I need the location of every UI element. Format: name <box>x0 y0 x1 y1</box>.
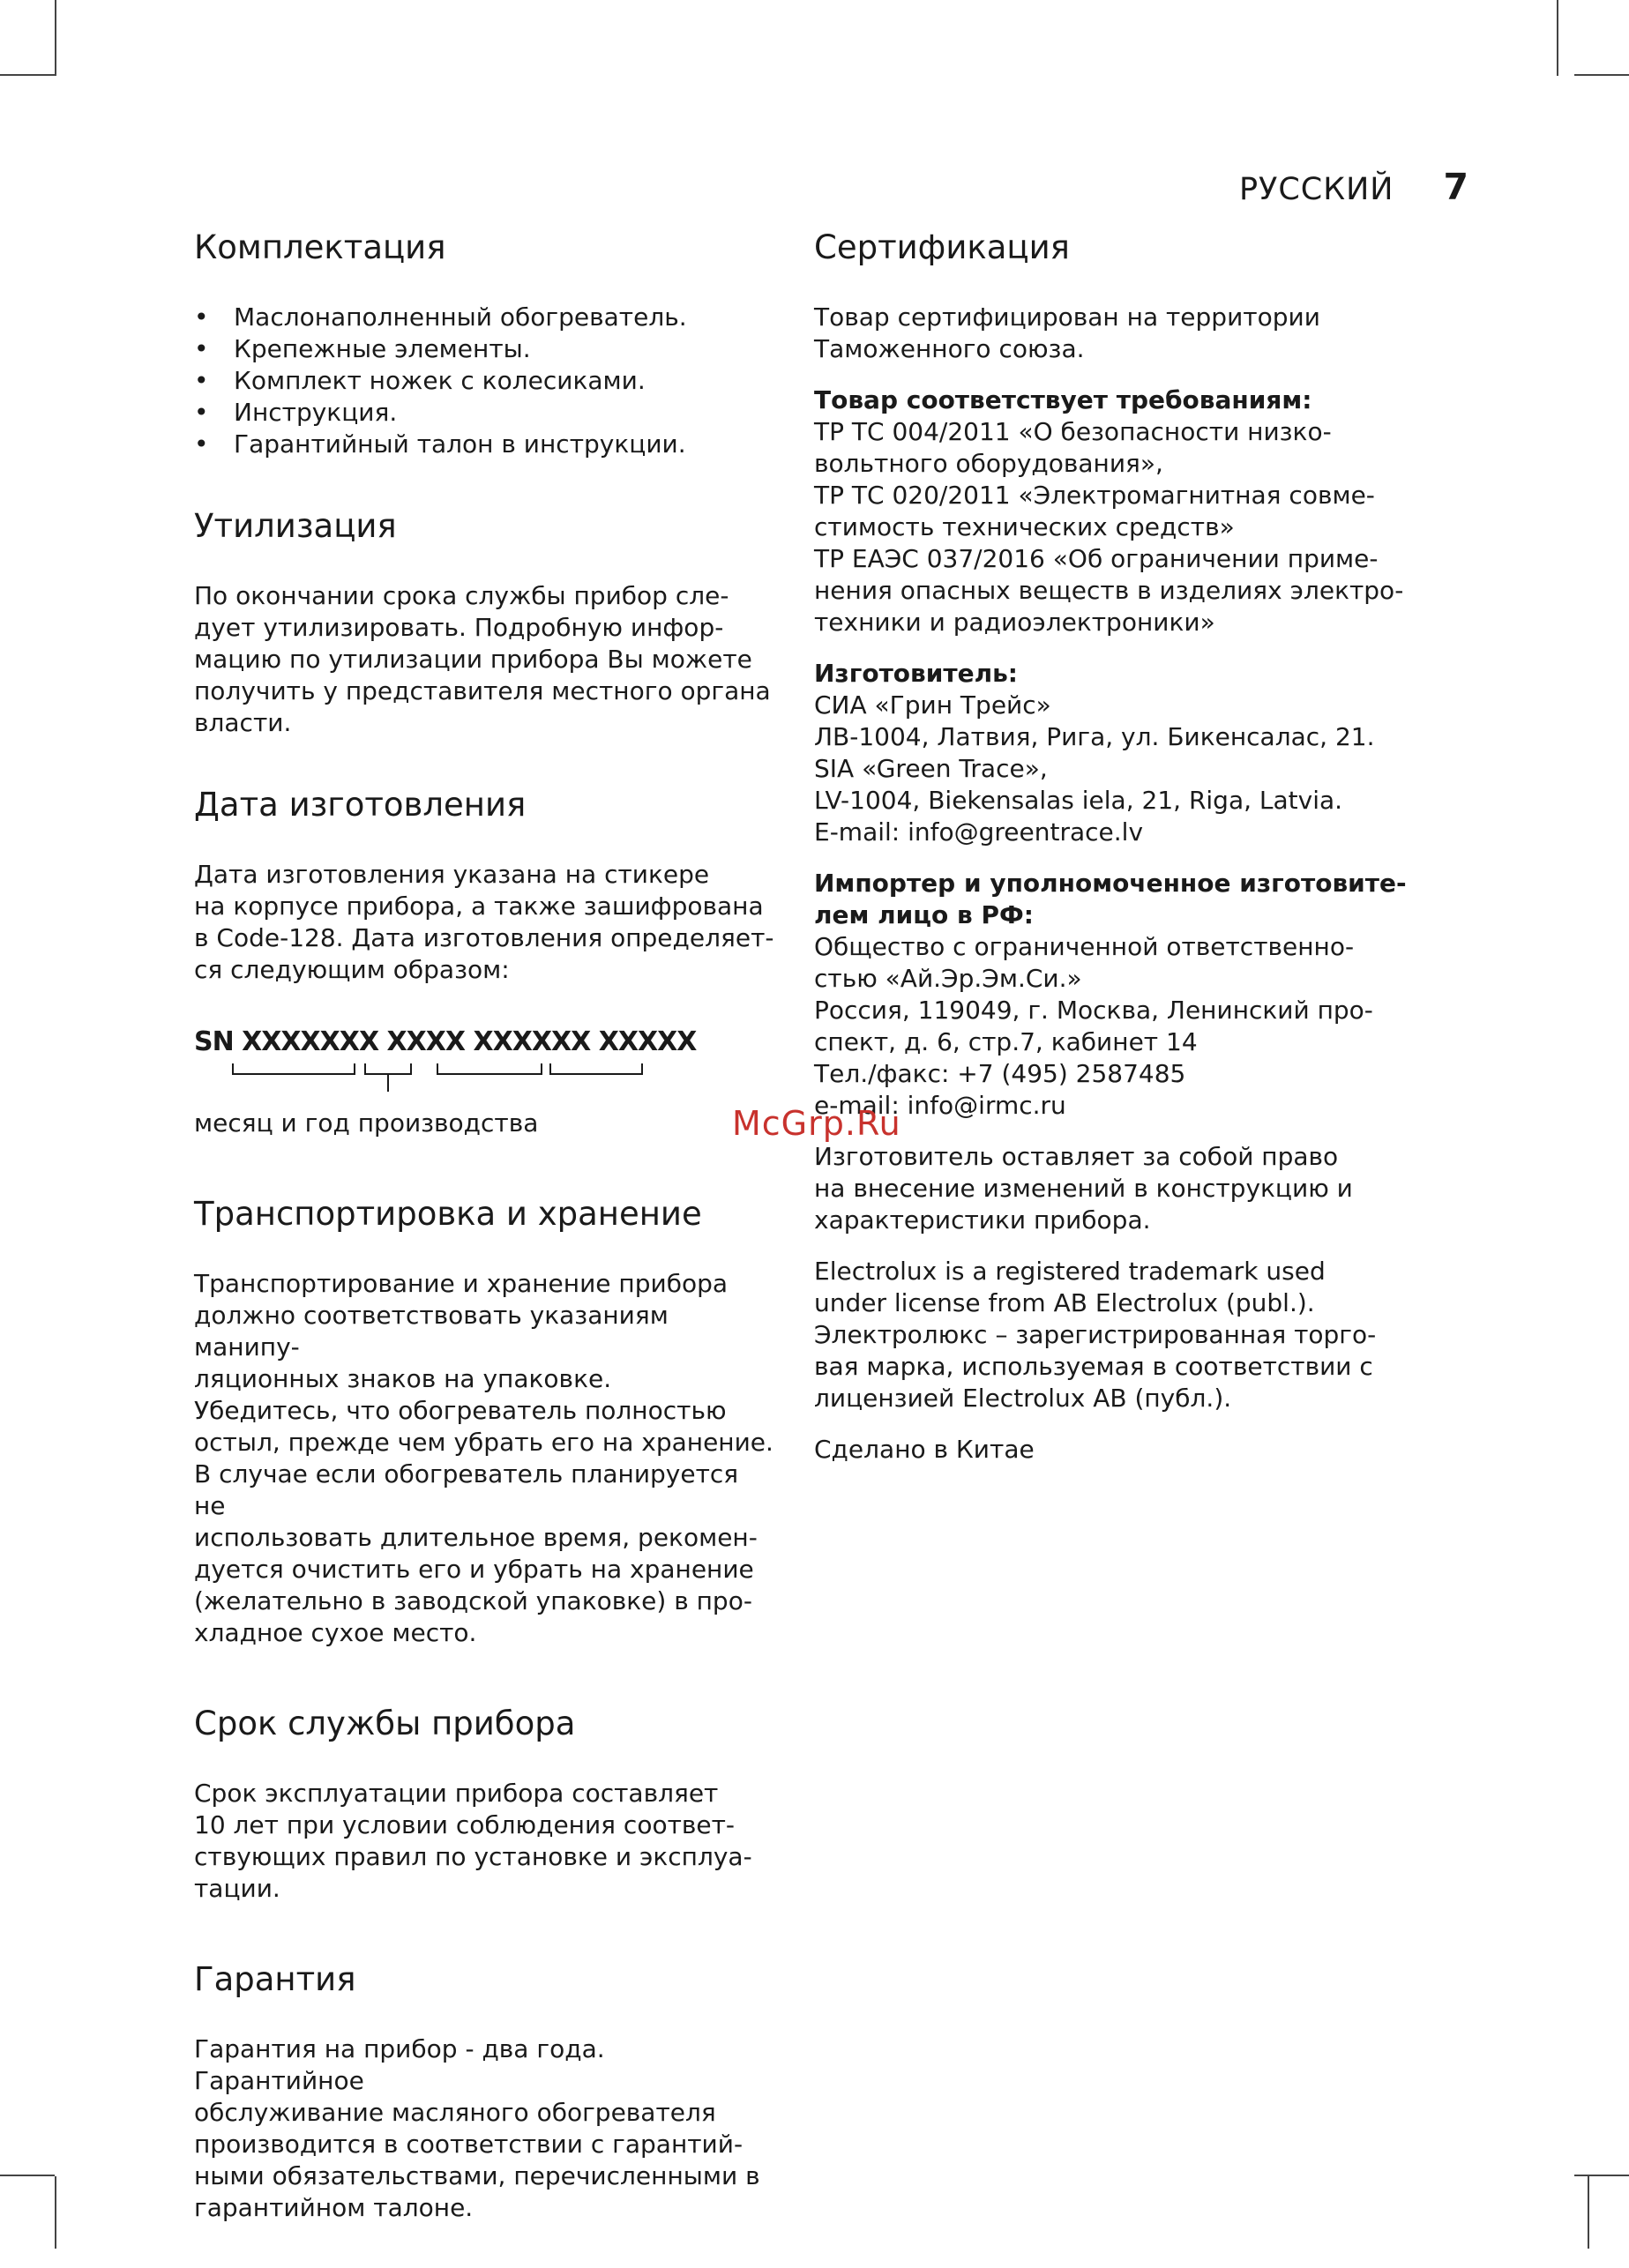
origin-text: Сделано в Китае <box>814 1435 1035 1464</box>
warranty-text: Гарантия на прибор - два года. Гарантийное обслуживание масляного обогревателя производится в соответствии с гарантий- ными обязательствами, перечисленными в гарантийном талоне. <box>194 2034 760 2222</box>
kit-title: Комплектация <box>194 228 446 266</box>
page-number: 7 <box>1443 166 1468 208</box>
bracket-month <box>233 1063 355 1074</box>
language-label: РУССКИЙ <box>1238 172 1394 207</box>
list-item: • Комплект ножек с колесиками. <box>194 365 776 397</box>
disposal-section <box>194 504 776 739</box>
service-life-text: Срок эксплуатации прибора составляет 10 лет при условии соблюдения соответ- ствующих правил по установке и эксплуа- тации. <box>194 1779 752 1903</box>
right-column <box>814 226 1414 1485</box>
page-header <box>1239 166 1468 208</box>
bracket-group-4 <box>550 1063 642 1074</box>
certification-section <box>814 226 1414 1466</box>
manufacture-date-title: Дата изготовления <box>194 786 527 824</box>
crop-mark-top-left-h <box>0 74 55 76</box>
certification-text: Товар сертифицирован на территории Таможенного союза. <box>814 302 1320 363</box>
transport-section <box>194 1192 776 1649</box>
transport-title: Транспортировка и хранение <box>194 1195 702 1233</box>
transport-text: Транспортирование и хранение прибора должно соответствовать указаниям манипу- ляционных знаков на упаковке. Убедитесь, что обогреватель полностью остыл, прежде чем убрать его на хранение. В случае если обогреватель планируется не использовать длительное время, рекомен- дуется очистить его и убрать на хранение (желательно в заводской упаковке) в про- хладное сухое место. <box>194 1269 773 1647</box>
left-column <box>194 226 776 2268</box>
disposal-text: По окончании срока службы прибор сле- дует утилизировать. Подробную инфор- мацию по утилизации прибора Вы можете получить у представителя местного органа власти. <box>194 581 771 737</box>
requirements-text: ТР ТС 004/2011 «О безопасности низко- вольтного оборудования», ТР ТС 020/2011 «Электромагнитная совме- стимость технических средств» ТР ЕАЭС 037/2016 «Об ограничении приме- нения опасных веществ в изделиях электро- техники и радиоэлектроники» <box>814 417 1404 637</box>
certification-title: Сертификация <box>814 228 1070 266</box>
trademark-text: Electrolux is a registered trademark used under license from AB Electrolux (publ.). Электролюкс – зарегистрированная торго- вая марка, используемая в соответствии с лицензией Electrolux AB (публ.). <box>814 1257 1377 1413</box>
serial-diagram <box>194 1025 776 1139</box>
list-item: • Крепежные элементы. <box>194 333 776 365</box>
rights-text: Изготовитель оставляет за собой право на внесение изменений в конструкцию и характеристики прибора. <box>814 1142 1353 1235</box>
manufacture-date-text: Дата изготовления указана на стикере на корпусе прибора, а также зашифрована в Code-128. Дата изготовления определяет- ся следующим образом: <box>194 860 774 984</box>
kit-list <box>194 302 776 460</box>
crop-mark-top-right <box>1557 0 1558 76</box>
crop-mark-top-left <box>55 0 56 76</box>
crop-mark-bottom-left <box>55 2176 56 2249</box>
requirements-label: Товар соответствует требованиям: <box>814 385 1312 414</box>
serial-pattern: SN XXXXXXX XXXX XXXXXX XXXXX <box>194 1026 697 1057</box>
importer-block <box>814 868 1414 1122</box>
service-life-title: Срок службы прибора <box>194 1705 576 1742</box>
list-item: • Инструкция. <box>194 397 776 429</box>
crop-mark-bottom-right <box>1588 2176 1589 2249</box>
manufacturer-label: Изготовитель: <box>814 659 1018 688</box>
manufacturer-text: СИА «Грин Трейс» ЛВ-1004, Латвия, Рига, ул. Бикенсалас, 21. SIA «Green Trace», LV-1004, Biekensalas iela, 21, Riga, Latvia. E-mail: info@greentrace.lv <box>814 690 1375 847</box>
kit-section <box>194 226 776 460</box>
disposal-title: Утилизация <box>194 507 397 545</box>
serial-caption: месяц и год производства <box>194 1108 539 1138</box>
serial-bracket-graphic <box>194 1062 670 1097</box>
manufacture-date-section <box>194 783 776 1139</box>
site-watermark: McGrp.Ru <box>732 1104 901 1143</box>
importer-text: Общество с ограниченной ответственно- стью «Ай.Эр.Эм.Си.» Россия, 119049, г. Москва, Ленинский про- спект, д. 6, стр.7, кабинет 14 Тел./факс: +7 (495) 2587485 e-mail: info@irmc.ru <box>814 932 1373 1120</box>
importer-label: Импортер и уполномоченное изготовите- лем лицо в РФ: <box>814 869 1407 929</box>
list-item: • Гарантийный талон в инструкции. <box>194 429 776 460</box>
crop-mark-bottom-right-h <box>1574 2175 1629 2176</box>
warranty-title: Гарантия <box>194 1960 356 1998</box>
bracket-year <box>365 1063 411 1074</box>
warranty-section <box>194 1958 776 2224</box>
bracket-group-3 <box>437 1063 542 1074</box>
list-item: • Маслонаполненный обогреватель. <box>194 302 776 333</box>
crop-mark-bottom-left-h <box>0 2175 55 2176</box>
service-life-section <box>194 1702 776 1905</box>
manufacturer-block <box>814 658 1414 848</box>
requirements-block <box>814 384 1414 638</box>
crop-mark-top-right-h <box>1574 74 1629 76</box>
